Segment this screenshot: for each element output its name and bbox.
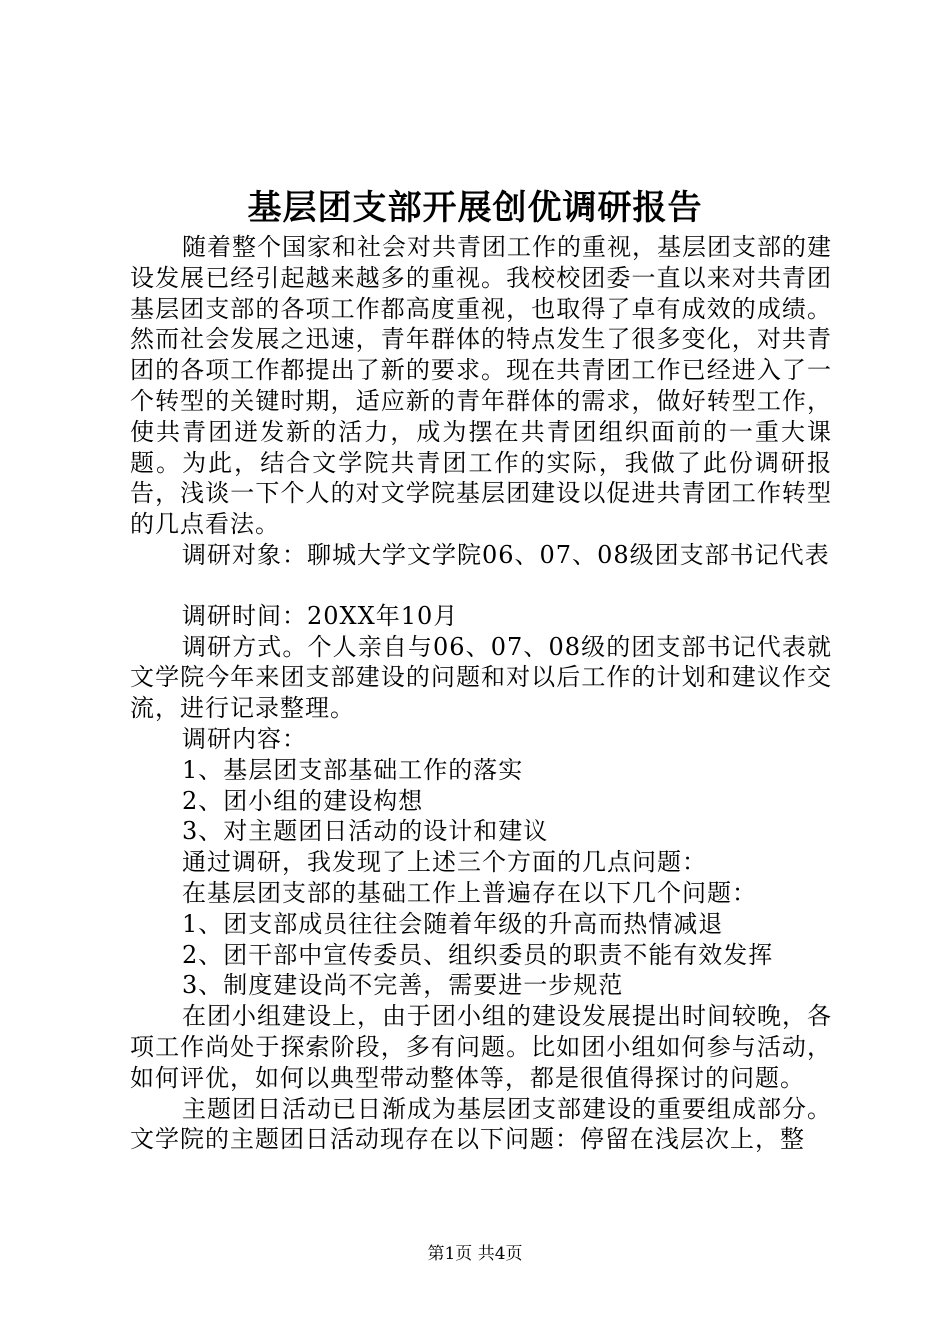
list-item: 1、基层团支部基础工作的落实: [182, 755, 524, 784]
document-title: 基层团支部开展创优调研报告: [247, 188, 703, 228]
paragraph-basic-work-issues: 在基层团支部的基础工作上普遍存在以下几个问题：: [182, 878, 757, 907]
document-body: [130, 232, 832, 1155]
list-item: 3、制度建设尚不完善，需要进一步规范: [182, 971, 624, 1000]
paragraph-research-subject: 调研对象：聊城大学文学院06、07、08级团支部书记代表: [182, 540, 830, 569]
list-item: 2、团小组的建设构想: [182, 786, 424, 815]
paragraph-intro: 随着整个国家和社会对共青团工作的重视，基层团支部的建设发展已经引起越来越多的重视。我校校团委一直以来对共青团基层团支部的各项工作都高度重视，也取得了卓有成效的成绩。然而社会发展之迅速，青年群体的特点发生了很多变化，对共青团的各项工作都提出了新的要求。现在共青团工作已经进入了一个转型的关键时期，适应新的青年群体的需求，做好转型工作，使共青团迸发新的活力，成为摆在共青团组织面前的一重大课题。为此，结合文学院共青团工作的实际，我做了此份调研报告，浅谈一下个人的对文学院基层团建设以促进共青团工作转型的几点看法。: [130, 233, 832, 539]
paragraph-group-construction: 在团小组建设上，由于团小组的建设发展提出时间较晚，各项工作尚处于探索阶段，多有问题。比如团小组如何参与活动，如何评优，如何以典型带动整体等，都是很值得探讨的问题。: [130, 1002, 832, 1092]
blank-line: [130, 571, 832, 601]
paragraph-theme-day-activities: 主题团日活动已日渐成为基层团支部建设的重要组成部分。文学院的主题团日活动现存在以下问题：停留在浅层次上，整: [130, 1094, 832, 1154]
list-item: 2、团干部中宣传委员、组织委员的职责不能有效发挥: [182, 940, 774, 969]
paragraph-research-content-heading: 调研内容：: [182, 724, 307, 753]
list-item: 3、对主题团日活动的设计和建议: [182, 817, 549, 846]
paragraph-research-method: 调研方式。个人亲自与06、07、08级的团支部书记代表就文学院今年来团支部建设的问题和对以后工作的计划和建议作交流，进行记录整理。: [130, 632, 832, 723]
list-item: 1、团支部成员往往会随着年级的升高而热情减退: [182, 909, 724, 938]
page-footer: 第1页 共4页: [427, 1244, 523, 1264]
paragraph-research-time: 调研时间：20XX年10月: [182, 601, 459, 630]
paragraph-findings-intro: 通过调研，我发现了上述三个方面的几点问题：: [182, 848, 707, 877]
